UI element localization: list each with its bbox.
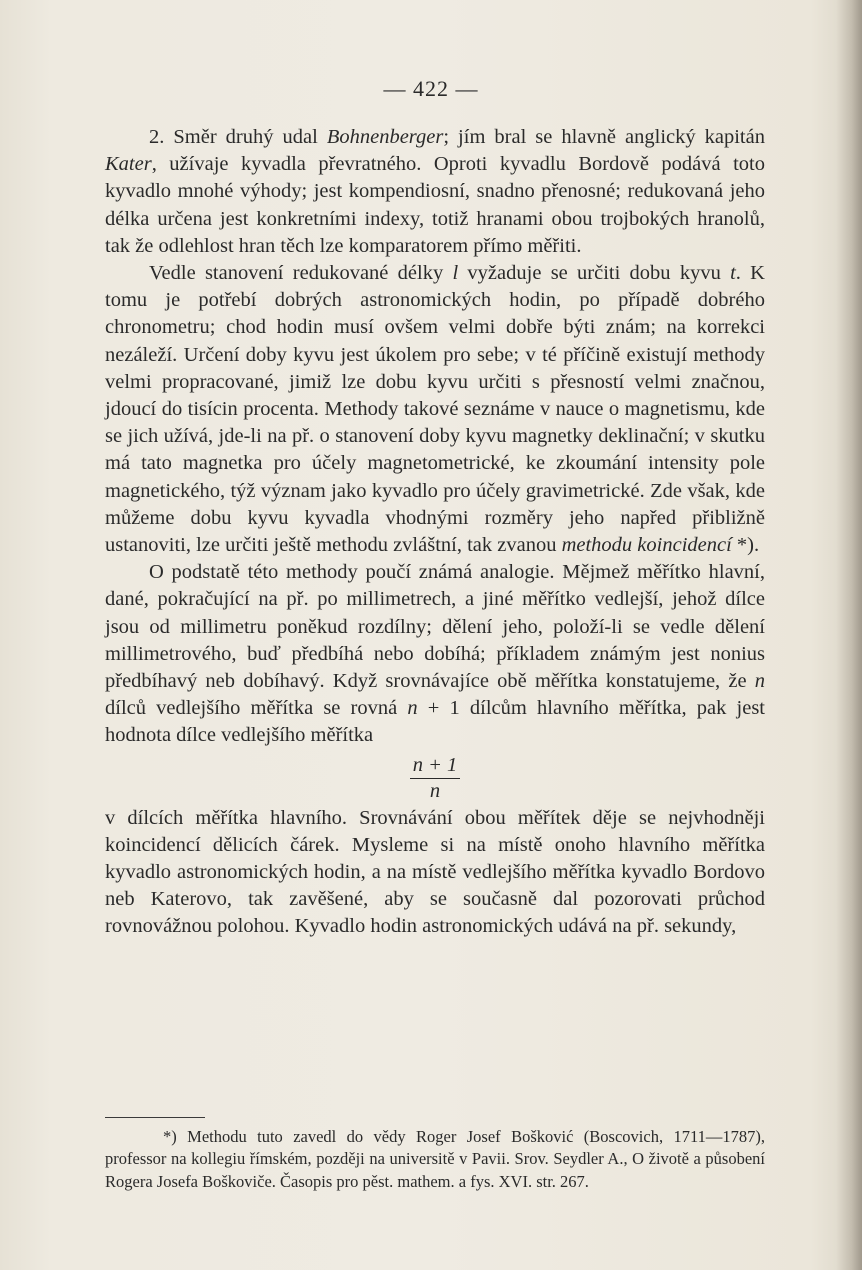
text-run: ; jím bral se hlavně anglický kapitán: [443, 126, 765, 148]
emphasis-symbol: n: [407, 697, 418, 720]
fraction-denominator: n: [429, 779, 441, 802]
emphasis-name: Kater: [105, 153, 152, 176]
text-run: , užívaje kyvadla převratného. Oproti kyvadlu Bordově podává toto kyvadlo mnohé výhody; jest kompendiosní, snadno přenosné; redukovaná jeho délka určena jest konkretními indexy, totiž hranami obou trojbokých hranolů, tak že odlehlost hran těch lze komparatorem přímo měřiti.: [105, 153, 765, 257]
fraction-formula: [105, 752, 765, 803]
paragraph-2: [105, 260, 765, 559]
paragraph-continuation: v dílcích měřítka hlavního. Srovnávání obou měřítek děje se nejvhodněji koincidencí dělicích čárek. Mysleme si na místě onoho hlavního měřítka kyvadlo astronomických hodin, a na místě vedlejšího měřítka kyvadlo Bordovo neb Katerovo, tak zavěšené, aby se současně dal pozorovati průchod rovnovážnou polohou. Kyvadlo hodin astronomických udává na př. sekundy,: [105, 806, 765, 938]
paragraph-1: [105, 124, 765, 260]
page-number: — 422 —: [383, 76, 479, 101]
emphasis-symbol: n: [754, 670, 765, 693]
footnote-divider: [105, 1117, 205, 1118]
text-run: 2. Směr druhý udal: [149, 126, 327, 148]
emphasis-name: Bohnenberger: [326, 126, 444, 148]
text-run: O podstatě této methody poučí známá analogie. Mějmež měřítko hlavní, dané, pokračující na př. po millimetrech, a jiné měřítko vedlejší, jehož dílce jsou od millimetru poněkud rozdílny; dělení jeho, položí-li se vedle dělení millimetrového, buď předbíhá nebo dobíhá; příkladem známým jest nonius předbíhavý neb dobíhavý. Když srovnávajíce obě měřítka konstatujeme, že: [105, 561, 765, 693]
text-run: dílců vedlejšího měřítka se rovná: [105, 697, 408, 720]
footnote-ref: *).: [731, 534, 760, 557]
emphasis-symbol: l: [452, 262, 459, 285]
fraction-numerator: n + 1: [410, 752, 461, 779]
text-run: Vedle stanovení redukované délky: [149, 262, 453, 285]
text-run: . K tomu je potřebí dobrých astronomických hodin, po případě dobrého chronometru; chod hodin musí ovšem velmi dobře býti znám; na korrekci nezáleží. Určení doby kyvu jest úkolem pro sebe; v té příčině existují methody velmi propracované, jimiž lze dobu kyvu určiti s přesností velmi značnou, jdoucí do tisícin procenta. Methody takové seznáme v nauce o magnetismu, kde se jich užívá, jde-li na př. o stanovení doby kyvu magnetky deklinační; v skutku má tato magnetka pro účely magnetometrické, ke zkoumání intensity pole magnetického, týž význam jako kyvadlo pro účely gravimetrické. Zde však, kde můžeme dobu kyvu kyvadla vhodnými rozměry jeho napřed přibližně ustanoviti, lze určiti ještě methodu zvláštní, tak zvanou: [105, 262, 765, 557]
page-edge-shadow: [836, 0, 862, 1270]
text-run: vyžaduje se určiti dobu kyvu: [458, 262, 731, 285]
footnote: [105, 1126, 765, 1193]
footnote-text: *) Methodu tuto zavedl do vědy Roger Josef Bošković (Boscovich, 1711—1787), professor na kollegiu římském, později na universitě v Pavii. Srov. Seydler A., O životě a působení Rogera Josefa Boškoviče. Časopis pro pěst. mathem. a fys. XVI. str. 267.: [105, 1127, 765, 1191]
fraction: [410, 752, 461, 803]
paragraph-3: [105, 559, 765, 749]
main-text: [105, 124, 765, 941]
emphasis-symbol: t: [730, 262, 736, 285]
emphasis-term: methodu koincidencí: [561, 534, 732, 557]
text-run: + 1 dílcům hlavního měřítka, pak jest hodnota dílce vedlejšího měřítka: [105, 697, 765, 747]
